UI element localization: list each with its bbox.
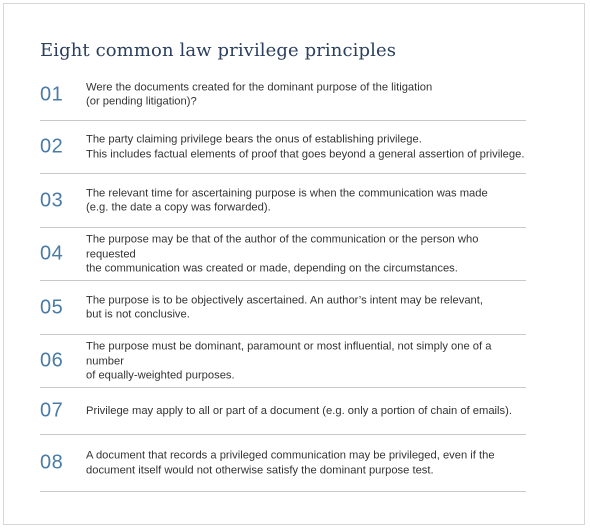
principle-text-line: Were the documents created for the dominant purpose of the litigation [86, 81, 433, 93]
principle-text [86, 232, 526, 276]
principle-text-line: (or pending litigation)? [86, 95, 197, 108]
principle-text-line: The party claiming privilege bears the onus of establishing privilege. [86, 133, 422, 146]
principle-item [40, 281, 526, 335]
principle-number: 02 [40, 135, 64, 158]
principle-text [86, 80, 526, 109]
principle-number: 03 [40, 189, 64, 211]
principle-number: 08 [40, 451, 64, 474]
principles-card [3, 3, 585, 525]
principle-item [40, 228, 526, 281]
principle-item [40, 335, 526, 388]
principle-item [40, 435, 526, 492]
principle-number: 01 [40, 83, 64, 105]
principle-text-line: The purpose may be that of the author of the communication or the person who requested [86, 233, 479, 260]
principle-item [40, 388, 526, 435]
principle-text-line: The purpose must be dominant, paramount or most influential, not simply one of a number [86, 340, 492, 367]
principles-list [40, 69, 526, 492]
principle-item [40, 121, 526, 174]
principle-number: 04 [40, 242, 64, 265]
principle-item [40, 174, 526, 228]
principle-text-line: A document that records a privileged communication may be privileged, even if the [86, 449, 495, 462]
page-title: Eight common law privilege principles [40, 40, 397, 61]
principle-text [86, 339, 526, 383]
principle-text-line: of equally-weighted purposes. [86, 369, 235, 382]
principle-text-line: Privilege may apply to all or part of a document (e.g. only a portion of chain of emails). [86, 404, 512, 417]
principle-number: 05 [40, 296, 64, 318]
principle-text [86, 186, 526, 215]
principle-text [86, 293, 526, 322]
principle-text-line: document itself would not otherwise satisfy the dominant purpose test. [86, 464, 434, 476]
principle-text-line: the communication was created or made, depending on the circumstances. [86, 262, 458, 275]
principle-number: 07 [40, 399, 64, 422]
principle-text [86, 449, 526, 478]
principle-text-line: (e.g. the date a copy was forwarded). [86, 201, 271, 214]
principle-text-line: The purpose is to be objectively ascertained. An author’s intent may be relevant, [86, 294, 483, 306]
principle-text-line: This includes factual elements of proof that goes beyond a general assertion of privilege. [86, 148, 525, 160]
principle-text-line: The relevant time for ascertaining purpose is when the communication was made [86, 187, 488, 199]
principle-text-line: but is not conclusive. [86, 308, 190, 321]
principle-text [86, 404, 526, 419]
principle-number: 06 [40, 349, 64, 372]
principle-item [40, 69, 526, 121]
principle-text [86, 133, 526, 162]
